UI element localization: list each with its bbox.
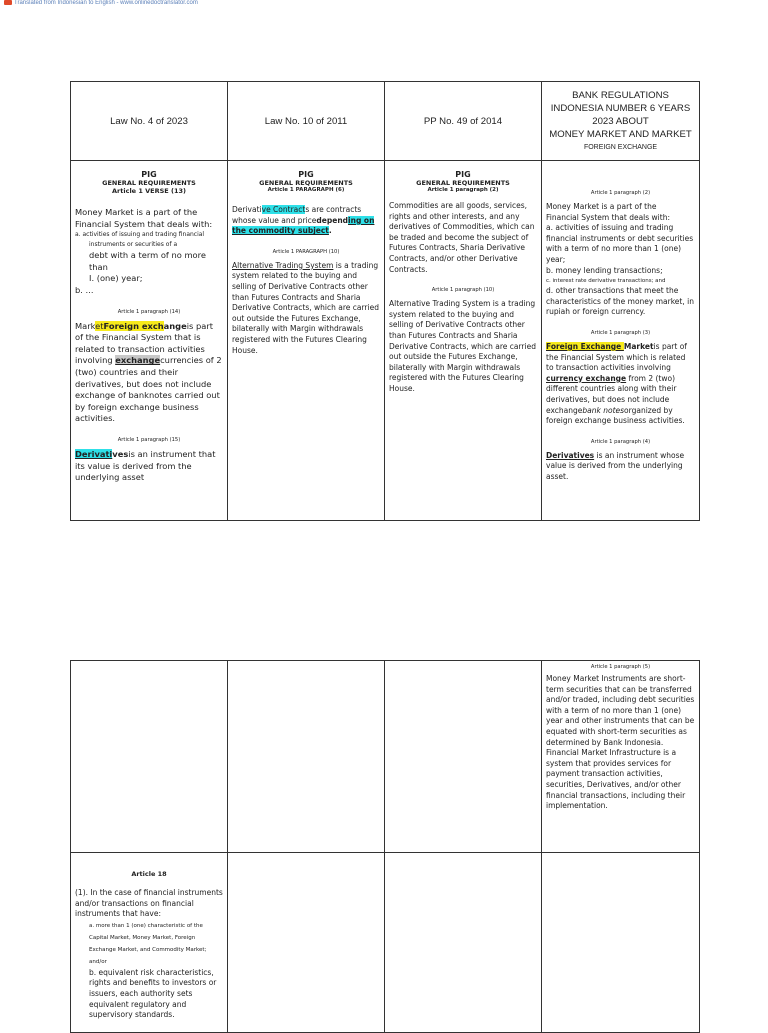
cell-bank-regulation xyxy=(542,161,700,521)
cell-law-10-2011 xyxy=(228,161,385,521)
header-bank-regulation: BANK REGULATIONS INDONESIA NUMBER 6 YEARS 2023 ABOUT MONEY MARKET AND MARKET FOREIGN EXCHANGE xyxy=(542,82,700,161)
alternative-trading-definition: Alternative Trading System is a trading system related to the buying and selling of Derivative Contracts other than Futures Contracts and Sharia Derivative Contracts, which are carried out outside the Futures Exchange, bilaterally with Margin withdrawals registered with the Futures Clearing House. xyxy=(232,260,379,355)
article-18-text: (1). In the case of financial instruments and/or transactions on financial instruments that have: a. more than 1 (one) characteristic of the Capital Market, Money Market, Foreign Exchange Market, and Commodity Market; and/or b. equivalent risk characteristics, rights and benefits to investors or issuers, each authority sets equivalent regulatory and supervisory standards. xyxy=(75,888,223,1020)
table-row xyxy=(71,853,700,1033)
money-market-definition: Money Market is a part of the Financial System that deals with: a. activities of issuing and trading financial instruments or securities of a debt with a term of no more than I. (one) year; b. ... xyxy=(75,207,213,295)
cell-law-4-2023 xyxy=(71,161,228,521)
table-content-row xyxy=(71,161,700,521)
comparison-table-bottom xyxy=(70,660,700,1033)
cell-money-market-instruments xyxy=(542,661,700,853)
section-subheading: GENERAL REQUIREMENTS xyxy=(102,179,196,187)
foreign-exchange-definition: MarketForeign exchangeis part of the Financial System that is related to transaction activities involving exchangecurrencies of 2 (two) countries and their derivatives, but does not include exchange of banknotes carried out by foreign exchange business activities. xyxy=(75,320,222,424)
article-heading: Article 1 PARAGRAPH (6) xyxy=(267,187,345,193)
section-heading: PIG xyxy=(141,170,157,179)
empty-cell xyxy=(71,661,228,853)
commodities-definition: Commodities are all goods, services, rights and other interests, and any derivatives of Commodities, which can be traded and become the subject of Futures Contracts, Sharia Derivative Contracts, and/or other Derivative Contracts. xyxy=(389,201,535,274)
article-label: Article 1 paragraph (15) xyxy=(117,436,181,443)
translation-banner[interactable]: Translated from Indonesian to English - www.onlinedoctranslator.com xyxy=(4,0,198,6)
derivative-contract-definition: Derivative Contracts are contracts whose value and pricedepending on the commodity subject. xyxy=(232,205,375,236)
article-label: Article 1 paragraph (5) xyxy=(590,664,651,670)
article-label: Article 1 paragraph (3) xyxy=(590,329,651,336)
empty-cell xyxy=(542,853,700,1033)
comparison-table-top xyxy=(70,81,700,521)
cell-article-18 xyxy=(71,853,228,1033)
article-heading: Article 1 VERSE (13) xyxy=(112,187,186,195)
table-header-row xyxy=(71,82,700,161)
article-label: Article 1 paragraph (14) xyxy=(117,308,181,315)
article-heading: Article 18 xyxy=(131,870,167,878)
derivatives-definition: Derivativesis an instrument that its value is derived from the underlying asset xyxy=(75,448,216,483)
empty-cell xyxy=(228,661,385,853)
article-label: Article 1 paragraph (10) xyxy=(431,287,495,294)
cell-pp-49-2014 xyxy=(385,161,542,521)
translator-logo-icon xyxy=(4,0,12,5)
section-subheading: GENERAL REQUIREMENTS xyxy=(259,179,353,187)
foreign-exchange-definition: Foreign Exchange Marketis part of the Financial System which is related to transaction activities involving currency exchange from 2 (two) different countries along with their derivatives, but does not include exchangebank notesorganized by foreign exchange business activities. xyxy=(546,341,687,426)
money-market-definition: Money Market is a part of the Financial System that deals with: a. activities of issuing and trading financial instruments or debt securities with a term of no more than 1 (one) year; b. money lending transactions; c. interest rate derivative transactions; and d. other transactions that meet the characteristics of the money market, in rupiah or foreign currency. xyxy=(546,202,694,317)
empty-cell xyxy=(385,661,542,853)
header-law-4-2023: Law No. 4 of 2023 xyxy=(71,82,228,161)
empty-cell xyxy=(385,853,542,1033)
article-heading: Article 1 paragraph (2) xyxy=(427,187,499,193)
empty-cell xyxy=(228,853,385,1033)
section-subheading: GENERAL REQUIREMENTS xyxy=(416,179,510,187)
section-heading: PIG xyxy=(455,170,471,179)
alternative-trading-definition: Alternative Trading System is a trading system related to the buying and selling of Derivative Contracts other than Futures Contracts and Sharia Derivative Contracts, which are carried out outside the Futures Exchange, bilaterally with Margin withdrawals registered with the Futures Clearing House. xyxy=(389,299,536,393)
money-market-instruments-definition: Money Market Instruments are short-term securities that can be transferred and/or traded, including debt securities with a term of no more than 1 (one) year and other instruments that can be equated with short-term securities as determined by Bank Indonesia. Financial Market Infrastructure is a system that provides services for payment transaction activities, securities, Derivatives, and/or other financial transactions, including their implementation. xyxy=(546,674,695,811)
derivatives-definition: Derivatives is an instrument whose value is derived from the underlying asset. xyxy=(546,450,685,481)
article-label: Article 1 paragraph (2) xyxy=(590,190,651,196)
section-heading: PIG xyxy=(298,170,314,179)
article-label: Article 1 PARAGRAPH (10) xyxy=(272,248,340,255)
article-label: Article 1 paragraph (4) xyxy=(590,438,651,445)
header-pp-49-2014: PP No. 49 of 2014 xyxy=(385,82,542,161)
header-law-10-2011: Law No. 10 of 2011 xyxy=(228,82,385,161)
table-row xyxy=(71,661,700,853)
